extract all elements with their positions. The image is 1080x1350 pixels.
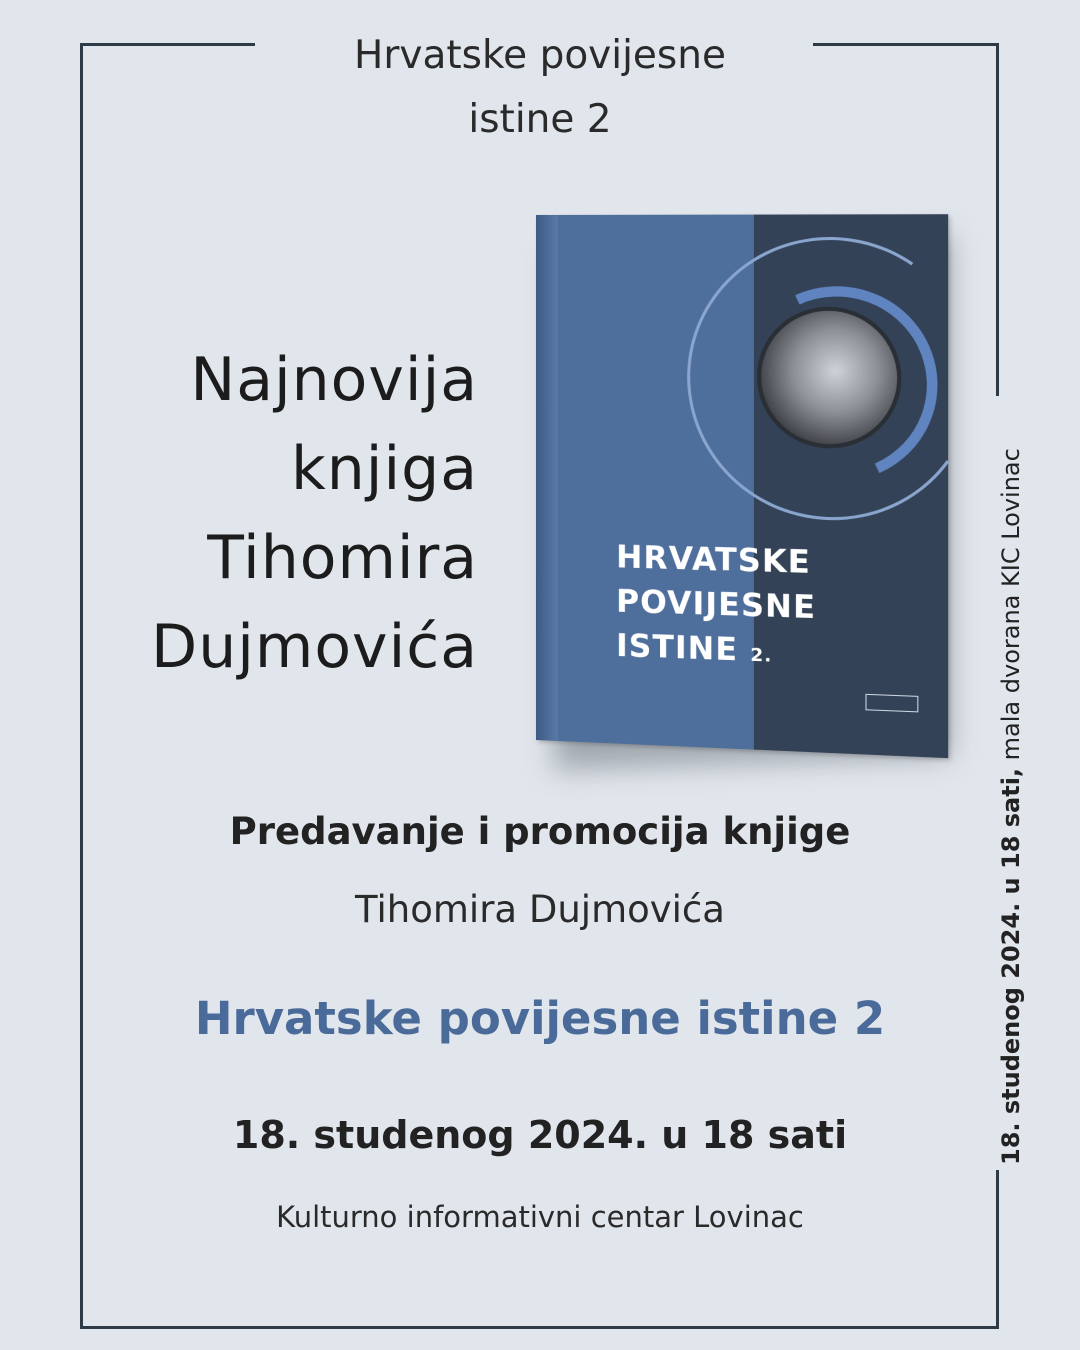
book-cover-title-line1: HRVATSKE [616,539,811,582]
poster-title-line1: Hrvatske povijesne [354,33,726,78]
headline [110,336,478,692]
publisher-logo [865,694,918,713]
side-note-venue: mala dvorana KIC Lovinac [997,448,1025,768]
book-cover-title [616,535,816,681]
author-portrait [757,306,901,449]
event-date: 18. studenog 2024. u 18 sati [232,1113,848,1157]
frame-right-bottom [996,1170,999,1329]
side-note-vertical [997,448,1025,1165]
event-book-title: Hrvatske povijesne istine 2 [194,992,886,1045]
book-cover-title-line2: POVIJESNE [616,583,817,627]
book [536,214,948,758]
event-author: Tihomira Dujmovića [355,888,725,931]
side-note-date: 18. studenog 2024. u 18 sati, [997,767,1025,1165]
book-spine [536,215,558,741]
frame-top-right [813,43,999,46]
headline-line4: Dujmovića [151,612,478,682]
headline-line2: knjiga [291,434,478,504]
book-cover-volume: 2. [750,644,773,667]
event-intro: Predavanje i promocija knjige [229,810,851,853]
poster-title [300,24,780,152]
poster-title-line2: istine 2 [468,97,612,142]
frame-right-top [996,43,999,396]
book-cover-title-line3: ISTINE 2. [616,627,773,669]
frame-bottom [80,1326,999,1329]
event-venue: Kulturno informativni centar Lovinac [276,1200,804,1234]
frame-left [80,43,83,1329]
frame-top-left [80,43,255,46]
headline-line3: Tihomira [207,523,478,593]
headline-line1: Najnovija [190,345,478,415]
